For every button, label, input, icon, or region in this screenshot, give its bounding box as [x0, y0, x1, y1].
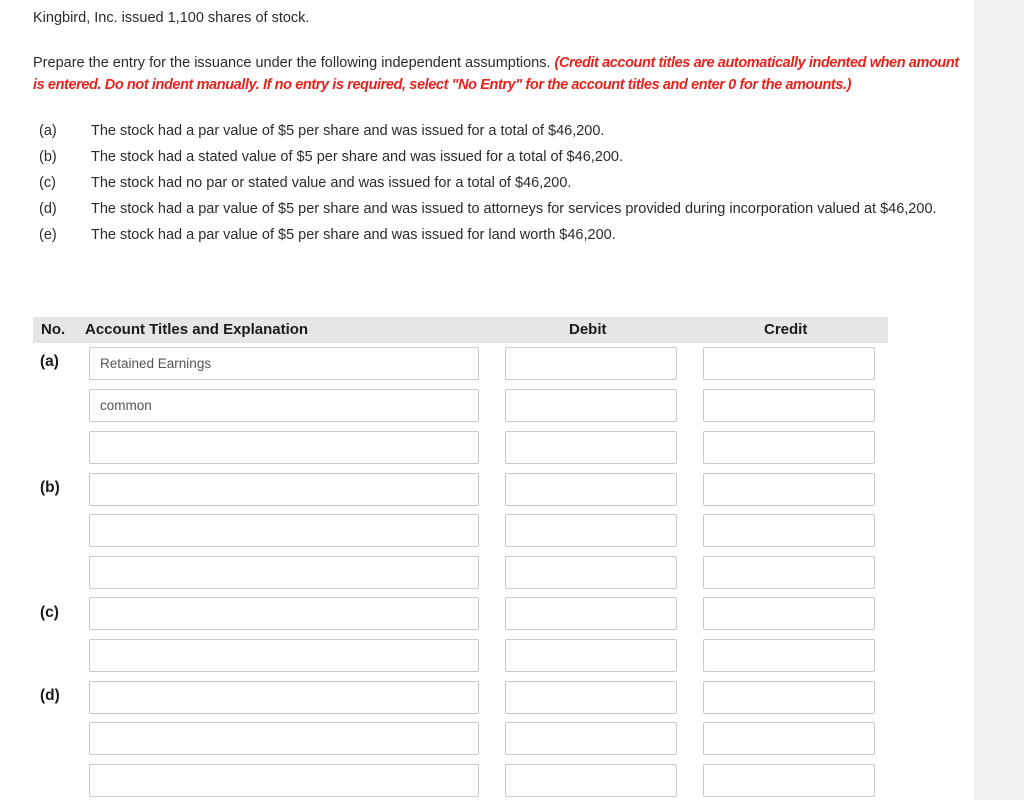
debit-input[interactable]: [505, 597, 677, 630]
account-title-input[interactable]: [89, 347, 479, 380]
credit-input[interactable]: [703, 639, 875, 672]
debit-input[interactable]: [505, 389, 677, 422]
credit-input[interactable]: [703, 556, 875, 589]
assumption-text: The stock had a par value of $5 per share and was issued for land worth $46,200.: [91, 227, 616, 243]
account-title-input[interactable]: [89, 722, 479, 755]
debit-input[interactable]: [505, 431, 677, 464]
credit-input[interactable]: [703, 597, 875, 630]
account-title-input[interactable]: [89, 389, 479, 422]
debit-input[interactable]: [505, 764, 677, 797]
instructions-note: (Credit account titles are automatically indented when amount is entered. Do not indent manually. If no entry is required, select "No Entry" for the account titles and enter 0 for the amounts.): [33, 55, 959, 93]
assumption-item: [39, 198, 959, 220]
debit-input[interactable]: [505, 639, 677, 672]
debit-input[interactable]: [505, 514, 677, 547]
credit-input[interactable]: [703, 389, 875, 422]
assumption-letter: (c): [39, 175, 56, 191]
entry-label-c: (c): [40, 604, 59, 621]
problem-intro: Kingbird, Inc. issued 1,100 shares of stock.: [33, 10, 310, 26]
header-account-titles: Account Titles and Explanation: [85, 321, 309, 338]
assumption-item: [39, 224, 959, 246]
account-title-input[interactable]: [89, 597, 479, 630]
problem-instructions: [33, 52, 963, 96]
journal-table-header: [33, 317, 888, 343]
scroll-gutter: [974, 0, 1024, 800]
account-title-input[interactable]: [89, 639, 479, 672]
entry-label-d: (d): [40, 687, 60, 704]
credit-input[interactable]: [703, 473, 875, 506]
debit-input[interactable]: [505, 722, 677, 755]
assumption-letter: (d): [39, 201, 57, 217]
assumption-text: The stock had a stated value of $5 per share and was issued for a total of $46,200.: [91, 149, 624, 165]
assumption-item: [39, 172, 959, 194]
assumption-text: The stock had a par value of $5 per share and was issued for a total of $46,200.: [91, 123, 605, 139]
header-no: No.: [41, 321, 66, 338]
account-title-input[interactable]: [89, 764, 479, 797]
account-title-input[interactable]: [89, 431, 479, 464]
assumption-item: [39, 146, 959, 168]
entry-label-b: (b): [40, 479, 60, 496]
assumption-letter: (b): [39, 149, 57, 165]
account-title-input[interactable]: [89, 681, 479, 714]
debit-input[interactable]: [505, 473, 677, 506]
credit-input[interactable]: [703, 514, 875, 547]
entry-label-a: (a): [40, 353, 59, 370]
debit-input[interactable]: [505, 556, 677, 589]
debit-input[interactable]: [505, 347, 677, 380]
assumption-list: [39, 120, 959, 250]
assumption-letter: (e): [39, 227, 57, 243]
credit-input[interactable]: [703, 347, 875, 380]
assumption-item: [39, 120, 959, 142]
assumption-letter: (a): [39, 123, 57, 139]
account-title-input[interactable]: [89, 514, 479, 547]
assumption-text: The stock had no par or stated value and was issued for a total of $46,200.: [91, 175, 572, 191]
account-title-input[interactable]: [89, 556, 479, 589]
credit-input[interactable]: [703, 431, 875, 464]
header-debit: Debit: [569, 321, 607, 338]
credit-input[interactable]: [703, 722, 875, 755]
credit-input[interactable]: [703, 764, 875, 797]
account-title-input[interactable]: [89, 473, 479, 506]
assumption-text: The stock had a par value of $5 per share and was issued to attorneys for services provided during incorporation valued at $46,200.: [91, 201, 937, 217]
credit-input[interactable]: [703, 681, 875, 714]
instructions-text: Prepare the entry for the issuance under the following independent assumptions.: [33, 55, 555, 71]
header-credit: Credit: [764, 321, 808, 338]
debit-input[interactable]: [505, 681, 677, 714]
